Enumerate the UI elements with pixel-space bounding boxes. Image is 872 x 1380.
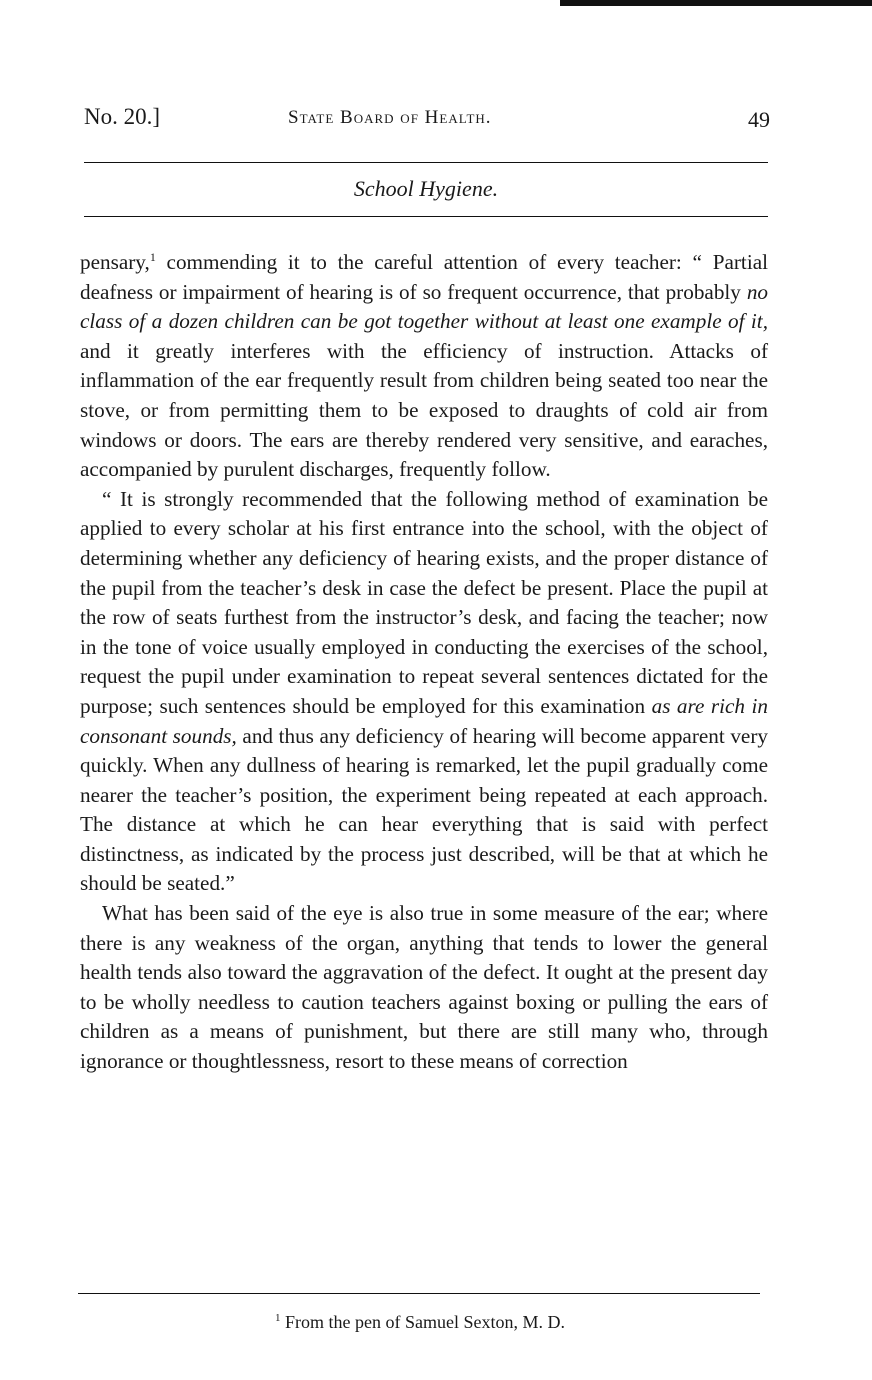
paragraph-3: What has been said of the eye is also true in some measure of the ear; where there is any weakness of the organ, anything that tends to lower the general health tends also toward the aggravation of the defect. It ought at the present day to be wholly needless to caution teachers against boxing or pulling the ears of children as a means of punishment, but there are still many who, through ignorance or thoughtlessness, resort to these means of correction bbox=[80, 901, 768, 1074]
footnote-rule bbox=[78, 1293, 760, 1294]
para1-text-d: and it greatly interferes with the efficiency of instruction. Attacks of inflammation of the ear frequently result from children being seated too near the stove, or from permitting them to be exposed to draughts of cold air from windows or doors. The ears are thereby rendered very sensitive, and earaches, accompanied by purulent discharges, frequently follow. bbox=[80, 338, 768, 482]
footnote-mark: 1 bbox=[275, 1312, 281, 1324]
para1-emphasis: no class of a dozen children can be got together without at least one example of it, bbox=[80, 279, 768, 334]
footnote bbox=[80, 1312, 760, 1333]
running-header bbox=[84, 104, 770, 140]
header-rule bbox=[84, 162, 768, 163]
para2-text-a: “ It is strongly recommended that the following method of examination be applied to every scholar at his first entrance into the school, with the object of determining whether any deficiency of hearing exists, and the proper distance of the pupil from the teacher’s desk in case the defect be present. Place the pupil at the row of seats furthest from the instructor’s desk, and facing the teacher; now in the tone of voice usually employed in conducting the exercises of the school, request the pupil under examination to repeat several sentences dictated for the purpose; such sentences should be employed for this examination bbox=[80, 486, 768, 718]
paragraph-1 bbox=[80, 248, 768, 485]
para2-text-c: and thus any deficiency of hearing will become apparent very quickly. When any dullness of hearing is remarked, let the pupil gradually come nearer the teacher’s position, the experiment being repeated at each approach. The distance at which he can hear everything that is said with perfect distinctness, as indicated by the process just described, will be that at which he should be seated.” bbox=[80, 723, 768, 896]
para1-start: pensary, bbox=[80, 250, 150, 274]
top-edge-rule bbox=[560, 0, 872, 6]
page-number: 49 bbox=[748, 107, 770, 132]
section-subhead: School Hygiene. bbox=[353, 176, 499, 201]
document-number: No. 20.] bbox=[84, 104, 161, 129]
para2-emphasis: as are rich in consonant sounds, bbox=[80, 693, 768, 748]
footnote-text: From the pen of Samuel Sexton, M. D. bbox=[280, 1312, 565, 1332]
paragraph-2 bbox=[80, 485, 768, 899]
para1-text-b: commending it to the careful attention of every teacher: “ Partial deafness or impairment of hearing is of so frequent occurrence, that probably bbox=[80, 250, 768, 304]
footnote-reference: 1 bbox=[149, 249, 156, 264]
subhead-rule bbox=[84, 216, 768, 217]
running-title: State Board of Health. bbox=[288, 107, 492, 128]
body-text bbox=[80, 248, 768, 1077]
